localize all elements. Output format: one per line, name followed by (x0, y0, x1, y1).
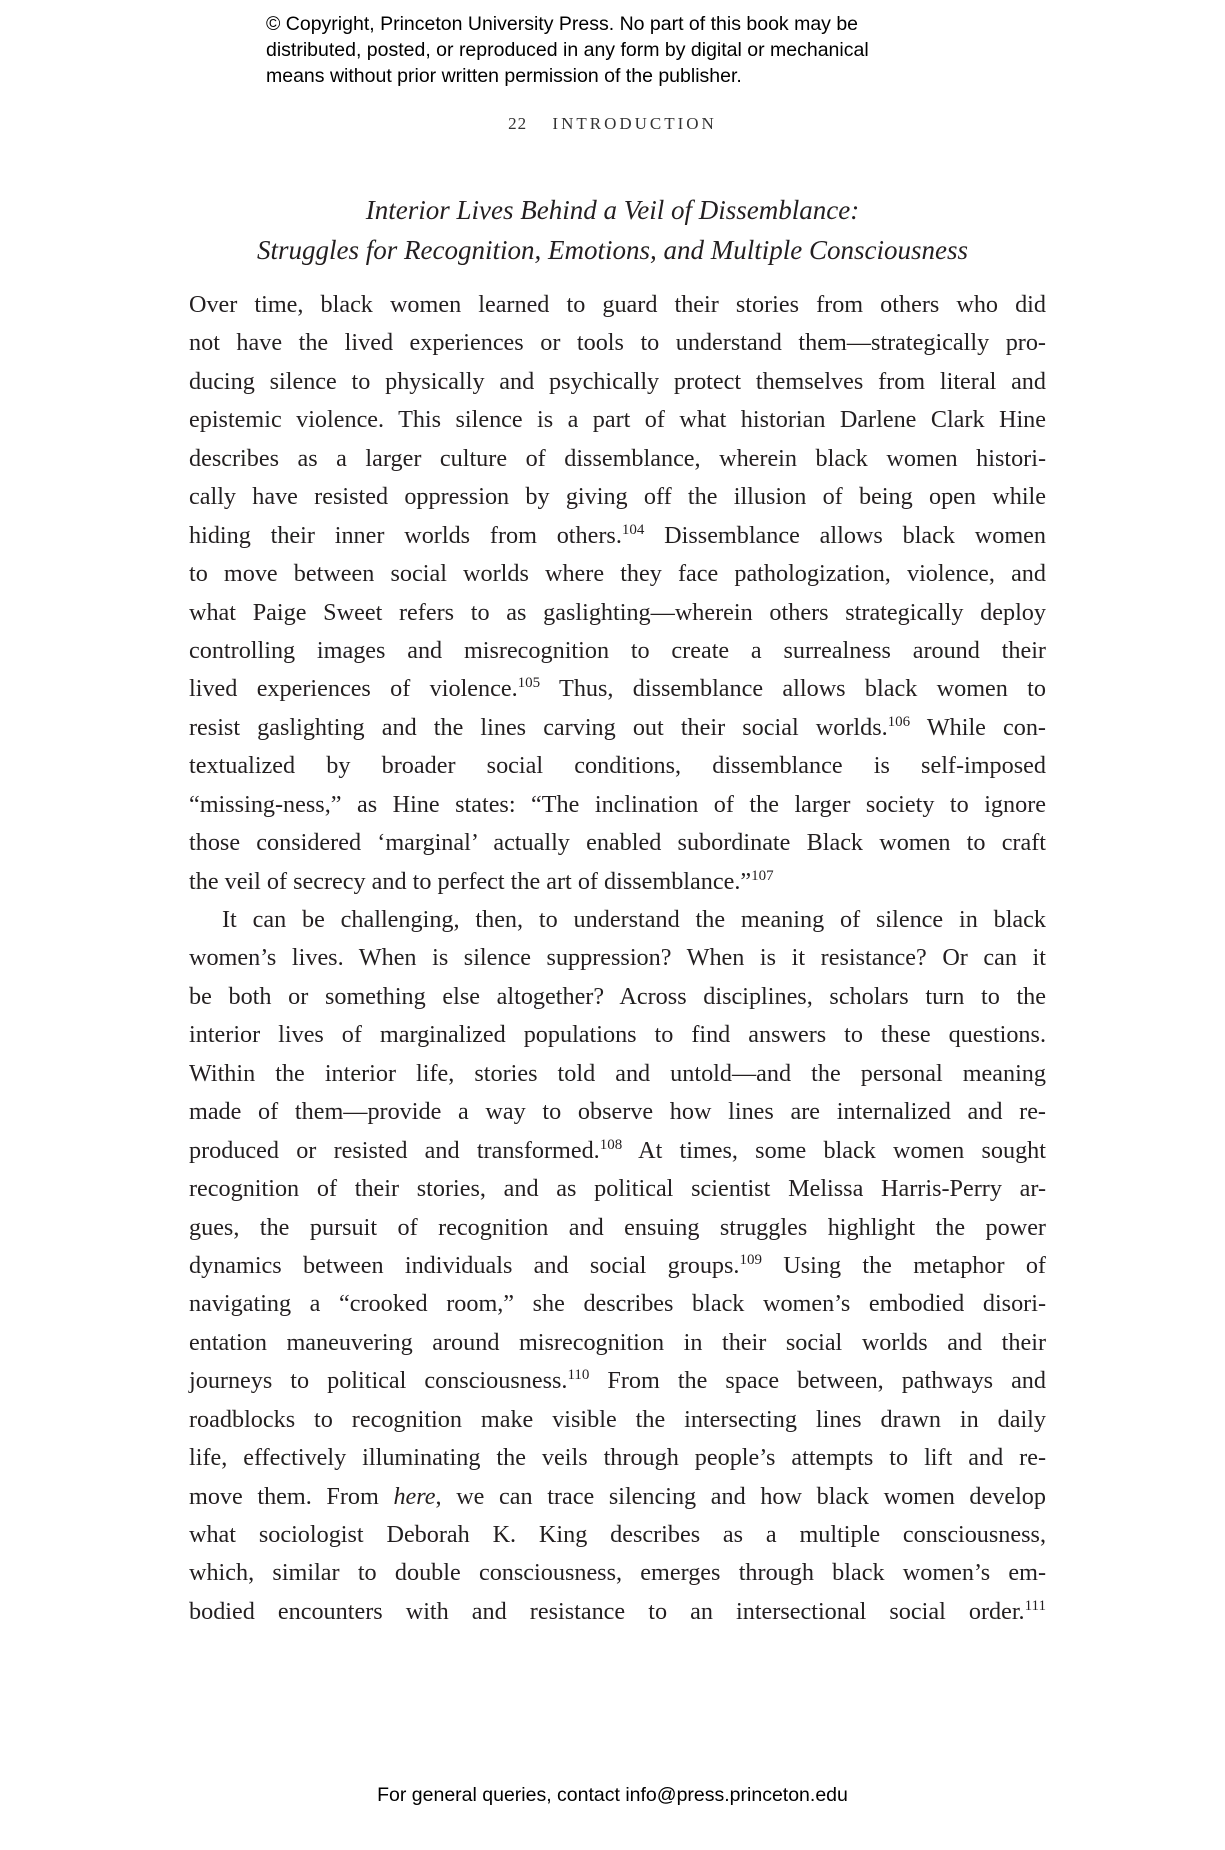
copyright-notice (266, 11, 869, 89)
text-line (189, 709, 1046, 747)
text-run: “missing-ness,” as Hine states: “The inclination of the larger society to ignore (189, 790, 1046, 818)
text-line (189, 478, 1046, 516)
text-line (189, 1093, 1046, 1131)
text-run: move them. From (189, 1482, 394, 1510)
text-line (189, 1209, 1046, 1247)
text-line (189, 978, 1046, 1016)
text-run: Dissemblance allows black women (644, 521, 1046, 549)
text-run: Over time, black women learned to guard their stories from others who did (189, 291, 1046, 318)
text-run: recognition of their stories, and as political scientist Melissa Harris-Perry ar- (189, 1175, 1046, 1203)
text-line (189, 594, 1046, 632)
text-run: Thus, dissemblance allows black women to (540, 675, 1046, 703)
page-number: 22 (508, 114, 528, 133)
text-run: navigating a “crooked room,” she describes black women’s embodied disori- (189, 1290, 1046, 1318)
text-line (189, 1554, 1046, 1592)
text-line (189, 1132, 1046, 1170)
footnote-ref: 108 (599, 1136, 623, 1153)
running-head-section: INTRODUCTION (552, 114, 717, 133)
text-run: which, similar to double consciousness, emerges through black women’s em- (189, 1559, 1046, 1587)
text-line (189, 286, 1046, 324)
text-run: Using the metaphor of (761, 1251, 1046, 1279)
text-run: At times, some black women sought (622, 1136, 1046, 1164)
text-line (189, 1324, 1046, 1362)
text-run: controlling images and misrecognition to create a surrealness around their (189, 636, 1046, 664)
text-run: Within the interior life, stories told and untold—and the personal meaning (189, 1059, 1046, 1087)
copyright-line: © Copyright, Princeton University Press. No part of this book may be (266, 13, 859, 35)
footnote-ref: 110 (567, 1367, 590, 1384)
text-run: epistemic violence. This silence is a part of what historian Darlene Clark Hine (189, 406, 1046, 434)
text-line (189, 901, 1046, 939)
text-run: From the space between, pathways and (589, 1367, 1046, 1395)
text-run: made of them—provide a way to observe how lines are internalized and re- (189, 1098, 1046, 1126)
text-line (189, 440, 1046, 478)
text-line (189, 1247, 1046, 1285)
footnote-ref: 104 (621, 521, 645, 538)
text-run: life, effectively illuminating the veils through people’s attempts to lift and re- (189, 1444, 1046, 1472)
text-run: those considered ‘marginal’ actually enabled subordinate Black women to craft (189, 829, 1046, 857)
text-run: resist gaslighting and the lines carving out their social worlds. (189, 713, 888, 741)
text-run: what sociologist Deborah K. King describes as a multiple consciousness, (189, 1521, 1046, 1548)
footnote-ref: 107 (751, 867, 774, 884)
text-run: lived experiences of violence. (189, 675, 518, 703)
text-run: journeys to political consciousness. (189, 1367, 568, 1395)
text-line (189, 1439, 1046, 1477)
text-line (189, 1285, 1046, 1323)
text-run: cally have resisted oppression by giving off the illusion of being open while (189, 483, 1046, 511)
text-line (189, 670, 1046, 708)
footnote-ref: 106 (887, 713, 911, 730)
section-title (0, 190, 1225, 270)
text-run: While con- (910, 713, 1046, 741)
text-run: women’s lives. When is silence suppression? When is it resistance? Or can it (189, 944, 1046, 972)
text-line (189, 324, 1046, 362)
text-line (189, 1055, 1046, 1093)
paragraph (189, 286, 1046, 901)
text-line (189, 786, 1046, 824)
paragraph (189, 901, 1046, 1631)
text-line (189, 1516, 1046, 1554)
text-run: roadblocks to recognition make visible the intersecting lines drawn in daily (189, 1405, 1046, 1433)
text-run: hiding their inner worlds from others. (189, 521, 622, 549)
text-line (189, 1401, 1046, 1439)
section-title-line: Struggles for Recognition, Emotions, and Multiple Consciousness (257, 235, 968, 265)
italic-text: here (393, 1482, 436, 1510)
text-line (189, 747, 1046, 785)
text-line (189, 1016, 1046, 1054)
copyright-line: means without prior written permission of the publisher. (266, 65, 742, 87)
text-run: to move between social worlds where they face pathologization, violence, and (189, 560, 1046, 588)
text-line (189, 632, 1046, 670)
text-line (189, 863, 1046, 901)
running-head (0, 114, 1225, 134)
text-line (189, 824, 1046, 862)
text-line (189, 1593, 1046, 1631)
body-text (189, 286, 1046, 1631)
text-line (189, 1362, 1046, 1400)
text-line (189, 555, 1046, 593)
text-run: dynamics between individuals and social groups. (189, 1251, 740, 1279)
text-run: entation maneuvering around misrecognition in their social worlds and their (189, 1328, 1046, 1356)
text-line (189, 939, 1046, 977)
text-run: , we can trace silencing and how black women develop (435, 1482, 1046, 1510)
footer-contact: For general queries, contact info@press.princeton.edu (377, 1784, 848, 1806)
text-run: ducing silence to physically and psychically protect themselves from literal and (189, 367, 1046, 395)
text-line (189, 1170, 1046, 1208)
text-run: textualized by broader social conditions, dissemblance is self-imposed (189, 752, 1046, 780)
text-run: It can be challenging, then, to understand the meaning of silence in black (222, 906, 1046, 933)
text-run: interior lives of marginalized populations to find answers to these questions. (189, 1021, 1046, 1049)
copyright-line: distributed, posted, or reproduced in any form by digital or mechanical (266, 39, 869, 61)
text-line (189, 401, 1046, 439)
text-run: what Paige Sweet refers to as gaslighting—wherein others strategically deploy (189, 598, 1046, 626)
footnote-ref: 111 (1024, 1597, 1046, 1614)
text-run: be both or something else altogether? Across disciplines, scholars turn to the (189, 982, 1046, 1010)
text-line (189, 363, 1046, 401)
text-run: not have the lived experiences or tools to understand them—strategically pro- (189, 329, 1046, 357)
text-line (189, 517, 1046, 555)
text-run: produced or resisted and transformed. (189, 1136, 600, 1164)
footnote-ref: 105 (517, 675, 541, 692)
text-run: bodied encounters with and resistance to an intersectional social order. (189, 1597, 1025, 1625)
text-line (189, 1478, 1046, 1516)
section-title-line: Interior Lives Behind a Veil of Dissemblance: (365, 195, 860, 225)
text-run: describes as a larger culture of dissemblance, wherein black women histori- (189, 444, 1046, 472)
text-run: the veil of secrecy and to perfect the art of dissemblance.” (189, 867, 752, 895)
text-run: gues, the pursuit of recognition and ensuing struggles highlight the power (189, 1213, 1046, 1241)
footnote-ref: 109 (739, 1251, 762, 1268)
